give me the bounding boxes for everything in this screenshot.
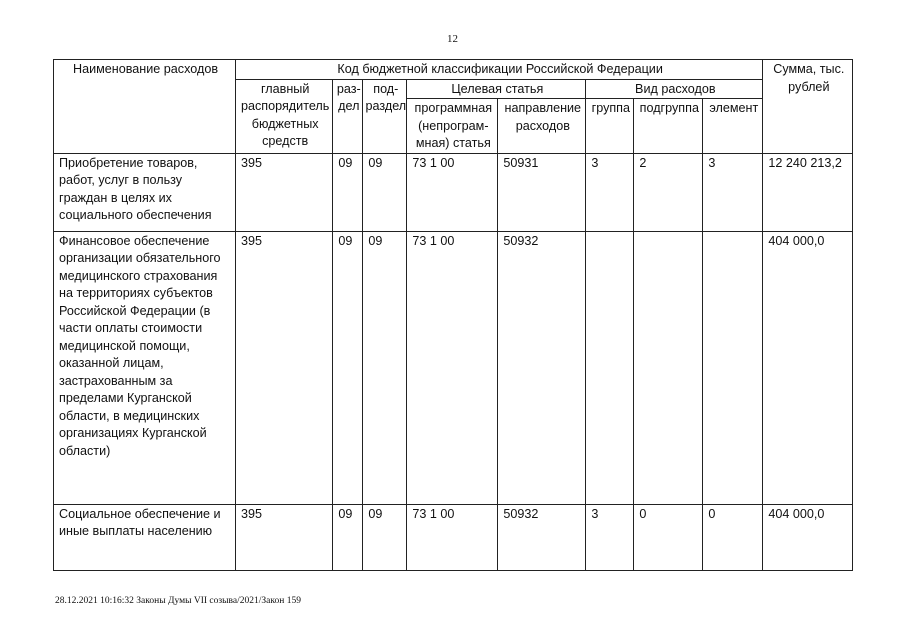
row-subgroup: 2 bbox=[634, 153, 703, 231]
row-chief: 395 bbox=[236, 231, 333, 504]
table-row bbox=[54, 504, 853, 570]
header-expense-group: Вид расходов bbox=[586, 79, 763, 99]
row-direction: 50932 bbox=[498, 504, 586, 570]
table-row bbox=[54, 231, 853, 504]
row-chief: 395 bbox=[236, 504, 333, 570]
header-name: Наименование расходов bbox=[54, 60, 236, 154]
table-row bbox=[54, 153, 853, 231]
row-group bbox=[586, 231, 634, 504]
row-direction: 50932 bbox=[498, 231, 586, 504]
row-section: 09 bbox=[333, 153, 363, 231]
row-sum: 12 240 213,2 bbox=[763, 153, 853, 231]
row-element: 3 bbox=[703, 153, 763, 231]
row-direction: 50931 bbox=[498, 153, 586, 231]
header-subgroup: подгруппа bbox=[634, 99, 703, 154]
header-section: раз-дел bbox=[333, 79, 363, 153]
page-number: 12 bbox=[447, 33, 458, 45]
row-sum: 404 000,0 bbox=[763, 504, 853, 570]
row-subgroup: 0 bbox=[634, 504, 703, 570]
row-subsection: 09 bbox=[363, 504, 407, 570]
row-subgroup bbox=[634, 231, 703, 504]
row-section: 09 bbox=[333, 231, 363, 504]
row-subsection: 09 bbox=[363, 231, 407, 504]
row-element: 0 bbox=[703, 504, 763, 570]
header-subsection: под-раздел bbox=[363, 79, 407, 153]
header-group: группа bbox=[586, 99, 634, 154]
budget-classification-table bbox=[53, 59, 853, 571]
row-program: 73 1 00 bbox=[407, 504, 498, 570]
header-program: программная (непрограм-мная) статья bbox=[407, 99, 498, 154]
header-code-group: Код бюджетной классификации Российской Федерации bbox=[236, 60, 763, 80]
header-element: элемент bbox=[703, 99, 763, 154]
header-chief: главный распорядитель бюджетных средств bbox=[236, 79, 333, 153]
document-footer: 28.12.2021 10:16:32 Законы Думы VII созыва/2021/Закон 159 bbox=[55, 596, 301, 606]
row-name: Социальное обеспечение и иные выплаты населению bbox=[54, 504, 236, 570]
row-section: 09 bbox=[333, 504, 363, 570]
header-target-group: Целевая статья bbox=[407, 79, 586, 99]
row-group: 3 bbox=[586, 504, 634, 570]
row-element bbox=[703, 231, 763, 504]
row-chief: 395 bbox=[236, 153, 333, 231]
row-subsection: 09 bbox=[363, 153, 407, 231]
row-name: Финансовое обеспечение организации обязательного медицинского страхования на территориях субъектов Российской Федерации (в части оплаты стоимости медицинской помощи, оказанной лицам, застрахованным за пределами Курганской области, в медицинских организациях Курганской области) bbox=[54, 231, 236, 504]
row-program: 73 1 00 bbox=[407, 231, 498, 504]
row-name: Приобретение товаров, работ, услуг в пользу граждан в целях их социального обеспечения bbox=[54, 153, 236, 231]
row-sum: 404 000,0 bbox=[763, 231, 853, 504]
header-direction: направление расходов bbox=[498, 99, 586, 154]
header-sum: Сумма, тыс. рублей bbox=[763, 60, 853, 154]
row-program: 73 1 00 bbox=[407, 153, 498, 231]
row-group: 3 bbox=[586, 153, 634, 231]
